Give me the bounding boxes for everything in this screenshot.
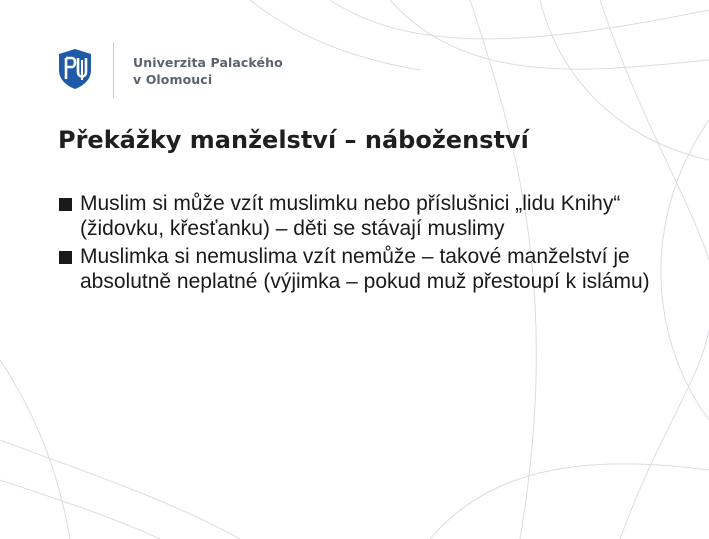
bullet-text: Muslim si může vzít muslimku nebo příslušnici „lidu Knihy“ (židovku, křesťanku) – děti se stávají muslimy <box>80 192 621 240</box>
square-bullet-icon <box>59 251 72 264</box>
logo-divider <box>113 42 114 98</box>
bullet-text: Muslimka si nemuslima vzít nemůže – takové manželství je absolutně neplatné (výjimka – pokud muž přestoupí k islámu) <box>80 245 650 293</box>
university-name-line1: Univerzita Palackého <box>133 55 283 70</box>
university-seal-icon <box>54 48 96 90</box>
university-name <box>133 54 283 88</box>
square-bullet-icon <box>59 198 72 211</box>
bullet-item <box>58 245 698 294</box>
university-name-line2: v Olomouci <box>133 72 213 87</box>
bullet-item <box>58 192 698 241</box>
slide-title: Překážky manželství – náboženství <box>58 126 529 154</box>
bullet-list <box>58 192 698 298</box>
